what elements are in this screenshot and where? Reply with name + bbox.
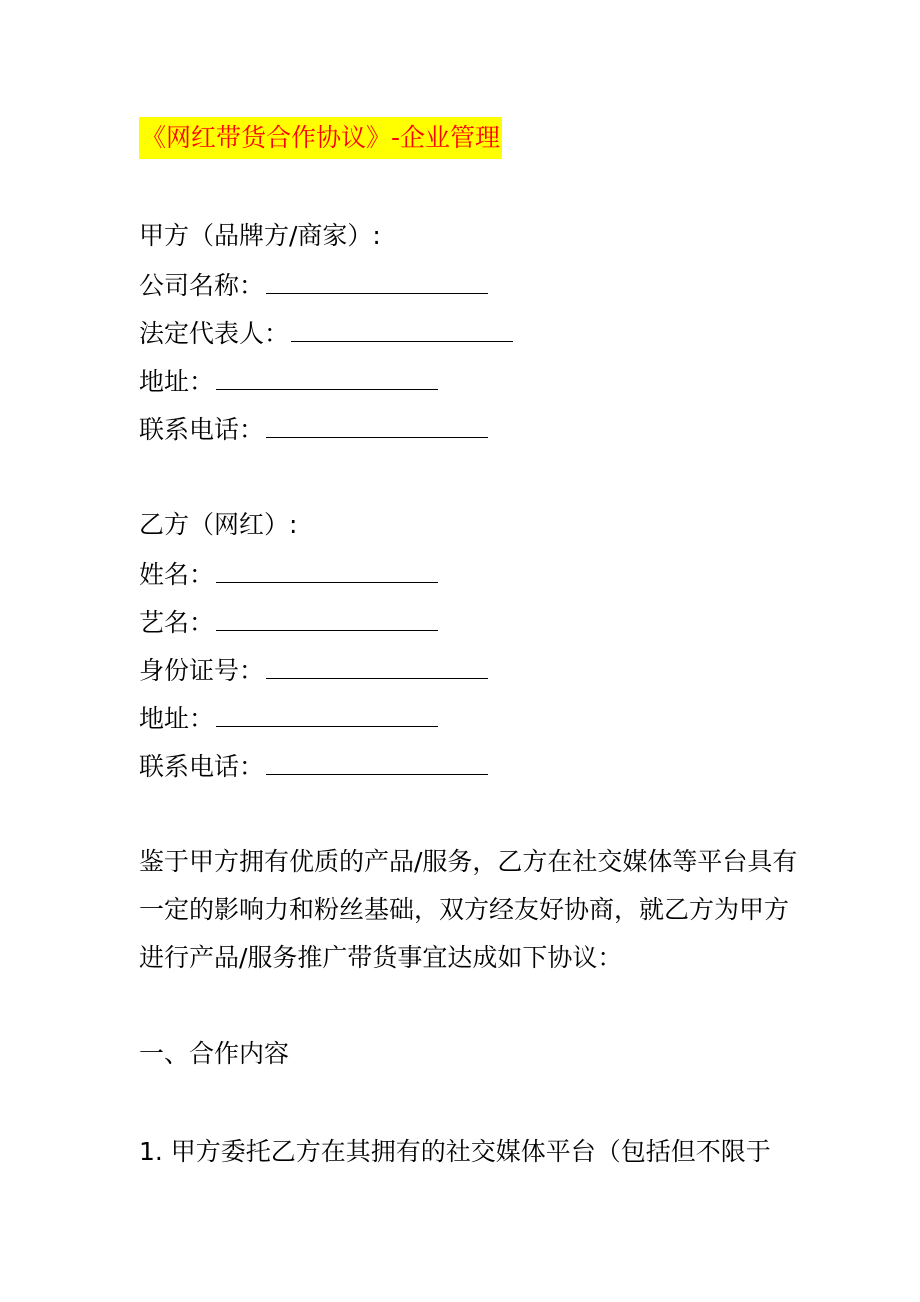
preamble-line: 鉴于甲方拥有优质的产品/服务，乙方在社交媒体等平台具有 — [139, 847, 798, 876]
party-b-address-row — [139, 700, 438, 736]
blank-line — [291, 315, 513, 342]
party-a-legal-rep-row — [139, 315, 513, 351]
preamble-line: 进行产品/服务推广带货事宜达成如下协议： — [139, 943, 623, 972]
blank-line — [266, 748, 488, 775]
preamble-paragraph — [139, 838, 799, 982]
field-label: 地址： — [139, 704, 215, 733]
field-label: 法定代表人： — [139, 319, 290, 348]
party-b-name-row — [139, 556, 438, 592]
field-label: 艺名： — [139, 608, 215, 637]
party-a-heading: 甲方（品牌方/商家）: — [139, 221, 381, 250]
blank-line — [266, 652, 488, 679]
party-a-company-name-row — [139, 267, 488, 303]
field-label: 联系电话： — [139, 415, 265, 444]
field-label: 联系电话： — [139, 752, 265, 781]
blank-line — [266, 411, 488, 438]
blank-line — [216, 556, 438, 583]
party-a-address-row — [139, 363, 438, 399]
blank-line — [216, 700, 438, 727]
blank-line — [216, 363, 438, 390]
field-label: 公司名称： — [139, 271, 265, 300]
party-b-heading: 乙方（网红）: — [139, 510, 298, 539]
field-label: 地址： — [139, 367, 215, 396]
section-heading: 一、合作内容 — [139, 1039, 290, 1068]
blank-line — [216, 604, 438, 631]
party-b-phone-row — [139, 748, 488, 784]
party-b-stage-name-row — [139, 604, 438, 640]
blank-line — [266, 267, 488, 294]
party-a-phone-row — [139, 411, 488, 447]
field-label: 身份证号： — [139, 656, 265, 685]
document-title: 《网红带货合作协议》-企业管理 — [139, 117, 502, 159]
preamble-line: 一定的影响力和粉丝基础，双方经友好协商，就乙方为甲方 — [139, 895, 790, 924]
field-label: 姓名： — [139, 560, 215, 589]
party-b-id-number-row — [139, 652, 488, 688]
clause-item: 1. 甲方委托乙方在其拥有的社交媒体平台（包括但不限于 — [139, 1137, 771, 1166]
